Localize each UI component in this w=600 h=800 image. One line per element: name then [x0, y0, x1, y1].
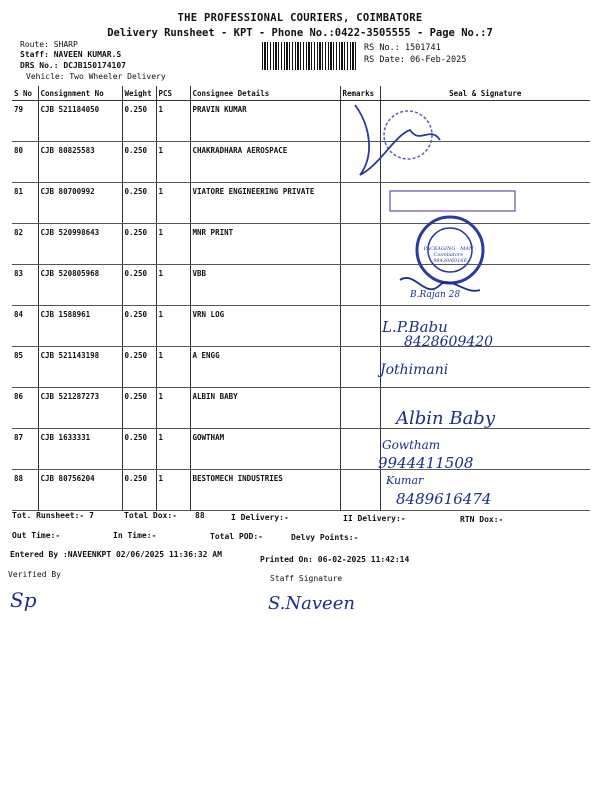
rtn-dox: RTN Dox:- — [460, 515, 504, 524]
row-remarks — [340, 347, 380, 388]
row-weight: 0.250 — [122, 470, 156, 511]
col-sno: S No — [12, 86, 38, 101]
row-weight: 0.250 — [122, 183, 156, 224]
row-weight: 0.250 — [122, 101, 156, 142]
row-weight: 0.250 — [122, 306, 156, 347]
verified-by-label: Verified By — [8, 570, 61, 579]
i-delivery: I Delivery:- — [231, 513, 289, 522]
row-consignee: VBB — [190, 265, 340, 306]
row-consignee: BESTOMECH INDUSTRIES — [190, 470, 340, 511]
row-pcs: 1 — [156, 388, 190, 429]
tot-runsheet: Tot. Runsheet:- 7 — [12, 511, 94, 520]
row-sno: 84 — [12, 306, 38, 347]
col-seal: Seal & Signature — [380, 86, 590, 101]
row-consignment: CJB 521287273 — [38, 388, 122, 429]
barcode — [262, 42, 357, 70]
phone-row88: 8489616474 — [396, 490, 492, 508]
row-consignment: CJB 521184050 — [38, 101, 122, 142]
row-pcs: 1 — [156, 347, 190, 388]
row-sno: 82 — [12, 224, 38, 265]
row-consignee: ALBIN BABY — [190, 388, 340, 429]
row-consignment: CJB 521143198 — [38, 347, 122, 388]
verified-signature: Sp — [10, 588, 37, 612]
row-sno: 80 — [12, 142, 38, 183]
row-consignee: A ENGG — [190, 347, 340, 388]
signature-row83: B.Rajan 28 — [410, 290, 461, 300]
total-dox-label: Total Dox:- — [124, 511, 177, 520]
row-sno: 85 — [12, 347, 38, 388]
row-consignment: CJB 80700992 — [38, 183, 122, 224]
row-pcs: 1 — [156, 183, 190, 224]
ii-delivery: II Delivery:- — [343, 514, 406, 523]
row-sno: 88 — [12, 470, 38, 511]
row-consignee: GOWTHAM — [190, 429, 340, 470]
row-remarks — [340, 429, 380, 470]
row-pcs: 1 — [156, 470, 190, 511]
row-consignment: CJB 1633331 — [38, 429, 122, 470]
rect-stamp-icon — [390, 191, 515, 211]
row-sno: 79 — [12, 101, 38, 142]
signature-row84: L.P.Babu — [382, 318, 448, 336]
delvy-points: Delvy Points:- — [291, 533, 359, 542]
row-weight: 0.250 — [122, 388, 156, 429]
row-consignment: CJB 1588961 — [38, 306, 122, 347]
row-sno: 87 — [12, 429, 38, 470]
row-pcs: 1 — [156, 265, 190, 306]
row-weight: 0.250 — [122, 224, 156, 265]
table-row — [12, 388, 590, 429]
row-consignment: CJB 80825583 — [38, 142, 122, 183]
signature-overlay — [340, 95, 590, 325]
col-remarks: Remarks — [340, 86, 380, 101]
rs-date: RS Date: 06-Feb-2025 — [364, 55, 467, 65]
col-weight: Weight — [122, 86, 156, 101]
row-remarks — [340, 388, 380, 429]
row-pcs: 1 — [156, 429, 190, 470]
signature-row87: Gowtham — [382, 438, 441, 452]
row-weight: 0.250 — [122, 347, 156, 388]
total-pod: Total POD:- — [210, 532, 263, 541]
table-row — [12, 429, 590, 470]
vehicle-label: Vehicle: Two Wheeler Delivery — [26, 72, 166, 81]
row-pcs: 1 — [156, 224, 190, 265]
staff-label: Staff: NAVEEN KUMAR.S — [20, 50, 122, 59]
rs-number: RS No.: 1501741 — [364, 43, 441, 53]
row-consignment: CJB 520998643 — [38, 224, 122, 265]
drs-label: DRS No.: DCJB150174107 — [20, 61, 126, 70]
row-consignment: CJB 80756204 — [38, 470, 122, 511]
stamp-text: PACKAGING · MAN · Coimbatore · 98430/60166 — [423, 246, 477, 264]
row-sno: 83 — [12, 265, 38, 306]
signature-row88: Kumar — [386, 474, 424, 487]
printed-on: Printed On: 06-02-2025 11:42:14 — [260, 555, 410, 564]
row-consignee: VRN LOG — [190, 306, 340, 347]
table-row — [12, 470, 590, 511]
row-weight: 0.250 — [122, 142, 156, 183]
row-consignee: CHAKRADHARA AEROSPACE — [190, 142, 340, 183]
total-dox-value: 88 — [195, 511, 205, 520]
row-weight: 0.250 — [122, 265, 156, 306]
col-consignee: Consignee Details — [190, 86, 340, 101]
row-weight: 0.250 — [122, 429, 156, 470]
col-consignment: Consignment No — [38, 86, 122, 101]
row-pcs: 1 — [156, 306, 190, 347]
row-consignee: PRAVIN KUMAR — [190, 101, 340, 142]
out-time: Out Time:- — [12, 531, 61, 540]
phone-row87: 9944411508 — [378, 454, 474, 472]
table-row — [12, 347, 590, 388]
row-consignee: MNR PRINT — [190, 224, 340, 265]
row-consignment: CJB 520805968 — [38, 265, 122, 306]
signature-scribble-icon — [400, 278, 480, 291]
in-time: In Time:- — [113, 531, 157, 540]
col-pcs: PCS — [156, 86, 190, 101]
phone-row84: 8428609420 — [404, 334, 494, 350]
signature-scribble-icon — [355, 105, 440, 175]
row-pcs: 1 — [156, 142, 190, 183]
entered-by: Entered By :NAVEENKPT 02/06/2025 11:36:32 AM — [10, 550, 222, 559]
company-title: THE PROFESSIONAL COURIERS, COIMBATORE — [177, 12, 423, 24]
row-consignee: VIATORE ENGINEERING PRIVATE — [190, 183, 340, 224]
row-remarks — [340, 470, 380, 511]
row-sno: 81 — [12, 183, 38, 224]
runsheet-subtitle: Delivery Runsheet - KPT - Phone No.:0422-3505555 - Page No.:7 — [107, 27, 493, 39]
staff-signature-label: Staff Signature — [270, 574, 343, 583]
signature-row86: Albin Baby — [396, 408, 495, 429]
staff-signature: S.Naveen — [268, 593, 355, 614]
route-label: Route: SHARP — [20, 40, 78, 49]
row-pcs: 1 — [156, 101, 190, 142]
signature-row85: Jothimani — [380, 362, 449, 378]
row-sno: 86 — [12, 388, 38, 429]
